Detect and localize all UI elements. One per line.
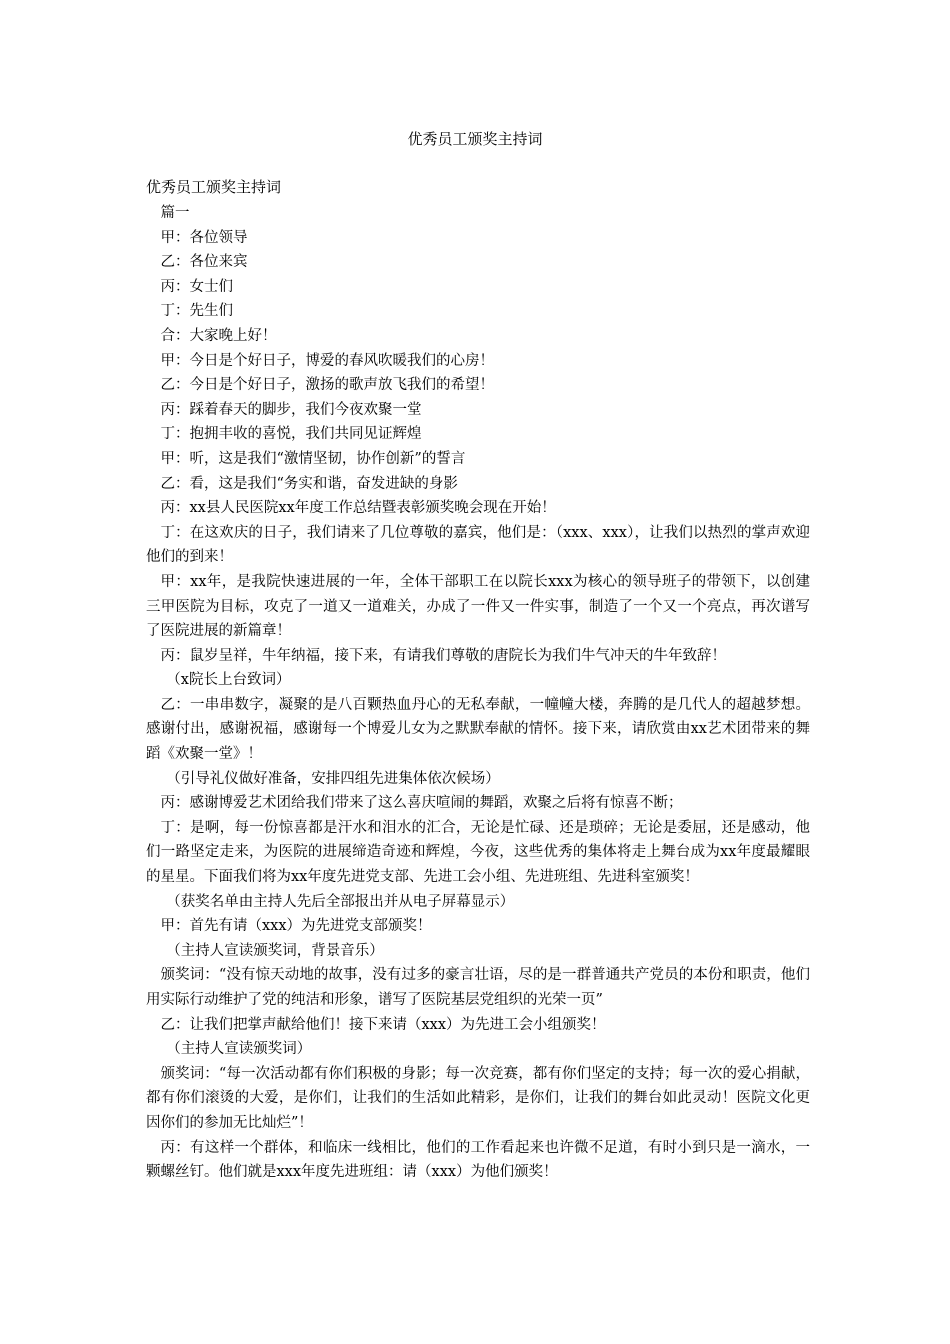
paragraph: 丙：鼠岁呈祥，牛年纳福，接下来，有请我们尊敬的唐院长为我们牛气冲天的牛年致辞！ <box>160 647 726 664</box>
paragraph: 甲：听，这是我们“激情坚韧，协作创新”的誓言 <box>160 450 466 467</box>
paragraph: 颁奖词：“每一次活动都有你们积极的身影；每一次竞赛，都有你们坚定的支持；每一次的爱心捐献，都有你们滚烫的大爱，是你们，让我们的生活如此精彩，是你们，让我们的舞台如此灵动！医院文化更因你们的参加无比灿烂”！ <box>146 1065 810 1131</box>
document-body <box>146 201 810 1185</box>
paragraph: 甲：xx年，是我院快速进展的一年，全体干部职工在以院长xxx为核心的领导班子的带领下，以创建三甲医院为目标，攻克了一道又一道难关，办成了一件又一件实事，制造了一个又一个亮点，再次谱写了医院进展的新篇章！ <box>146 573 810 640</box>
paragraph: （获奖名单由主持人先后全部报出并从电子屏幕显示） <box>166 893 515 910</box>
paragraph: 甲：各位领导 <box>160 229 248 246</box>
paragraph: 丙：xx县人民医院xx年度工作总结暨表彰颁奖晚会现在开始！ <box>160 500 556 517</box>
paragraph: 乙：今日是个好日子，激扬的歌声放飞我们的希望！ <box>160 377 494 394</box>
paragraph: 合：大家晚上好！ <box>160 327 277 344</box>
paragraph: 甲：今日是个好日子，博爱的春风吹暖我们的心房！ <box>160 352 494 369</box>
paragraph: （主持人宣读颁奖词，背景音乐） <box>166 942 384 959</box>
document-heading: 优秀员工颁奖主持词 <box>146 178 282 196</box>
paragraph: 丁：先生们 <box>160 303 233 320</box>
paragraph: 丁：是啊，每一份惊喜都是汗水和泪水的汇合，无论是忙碌、还是琐碎；无论是委屈，还是感动，他们一路坚定走来，为医院的进展缔造奇迹和辉煌，今夜，这些优秀的集体将走上舞台成为xx年度最耀眼的星星。下面我们将为xx年度先进党支部、先进工会小组、先进班组、先进科室颁奖！ <box>146 819 810 886</box>
paragraph: 丙：女士们 <box>160 278 233 295</box>
paragraph: 乙：让我们把掌声献给他们！接下来请（xxx）为先进工会小组颁奖！ <box>160 1016 606 1033</box>
paragraph: 乙：看，这是我们“务实和谐，奋发进缺的身影 <box>160 475 458 492</box>
paragraph: 篇一 <box>160 205 190 221</box>
paragraph: 丁：抱拥丰收的喜悦，我们共同见证辉煌 <box>160 426 422 443</box>
paragraph: 甲：首先有请（xxx）为先进党支部颁奖！ <box>160 918 432 935</box>
paragraph: 颁奖词：“没有惊天动地的故事，没有过多的豪言壮语，尽的是一群普通共产党员的本份和职责，他们用实际行动维护了党的纯洁和形象，谱写了医院基层党组织的光荣一页” <box>146 967 810 1008</box>
paragraph: （主持人宣读颁奖词） <box>166 1041 312 1058</box>
paragraph: （x院长上台致词） <box>166 672 291 689</box>
paragraph: 丁：在这欢庆的日子，我们请来了几位尊敬的嘉宾，他们是：（xxx、xxx），让我们以热烈的掌声欢迎他们的到来！ <box>146 524 810 566</box>
paragraph: （引导礼仪做好准备，安排四组先进集体依次候场） <box>166 770 500 787</box>
paragraph: 丙：感谢博爱艺术团给我们带来了这么喜庆喧闹的舞蹈，欢聚之后将有惊喜不断； <box>160 795 683 812</box>
paragraph: 丙：有这样一个群体，和临床一线相比，他们的工作看起来也许微不足道，有时小到只是一滴水，一颗螺丝钉。他们就是xxx年度先进班组：请（xxx）为他们颁奖！ <box>146 1139 810 1181</box>
paragraph: 乙：各位来宾 <box>160 254 248 271</box>
document-title: 优秀员工颁奖主持词 <box>407 130 543 148</box>
paragraph: 丙：踩着春天的脚步，我们今夜欢聚一堂 <box>160 401 422 418</box>
paragraph: 乙：一串串数字，凝聚的是八百颗热血丹心的无私奉献，一幢幢大楼，奔腾的是几代人的超越梦想。感谢付出，感谢祝福，感谢每一个博爱儿女为之默默奉献的情怀。接下来，请欣赏由xx艺术团带来的舞蹈《欢聚一堂》！ <box>146 696 810 763</box>
